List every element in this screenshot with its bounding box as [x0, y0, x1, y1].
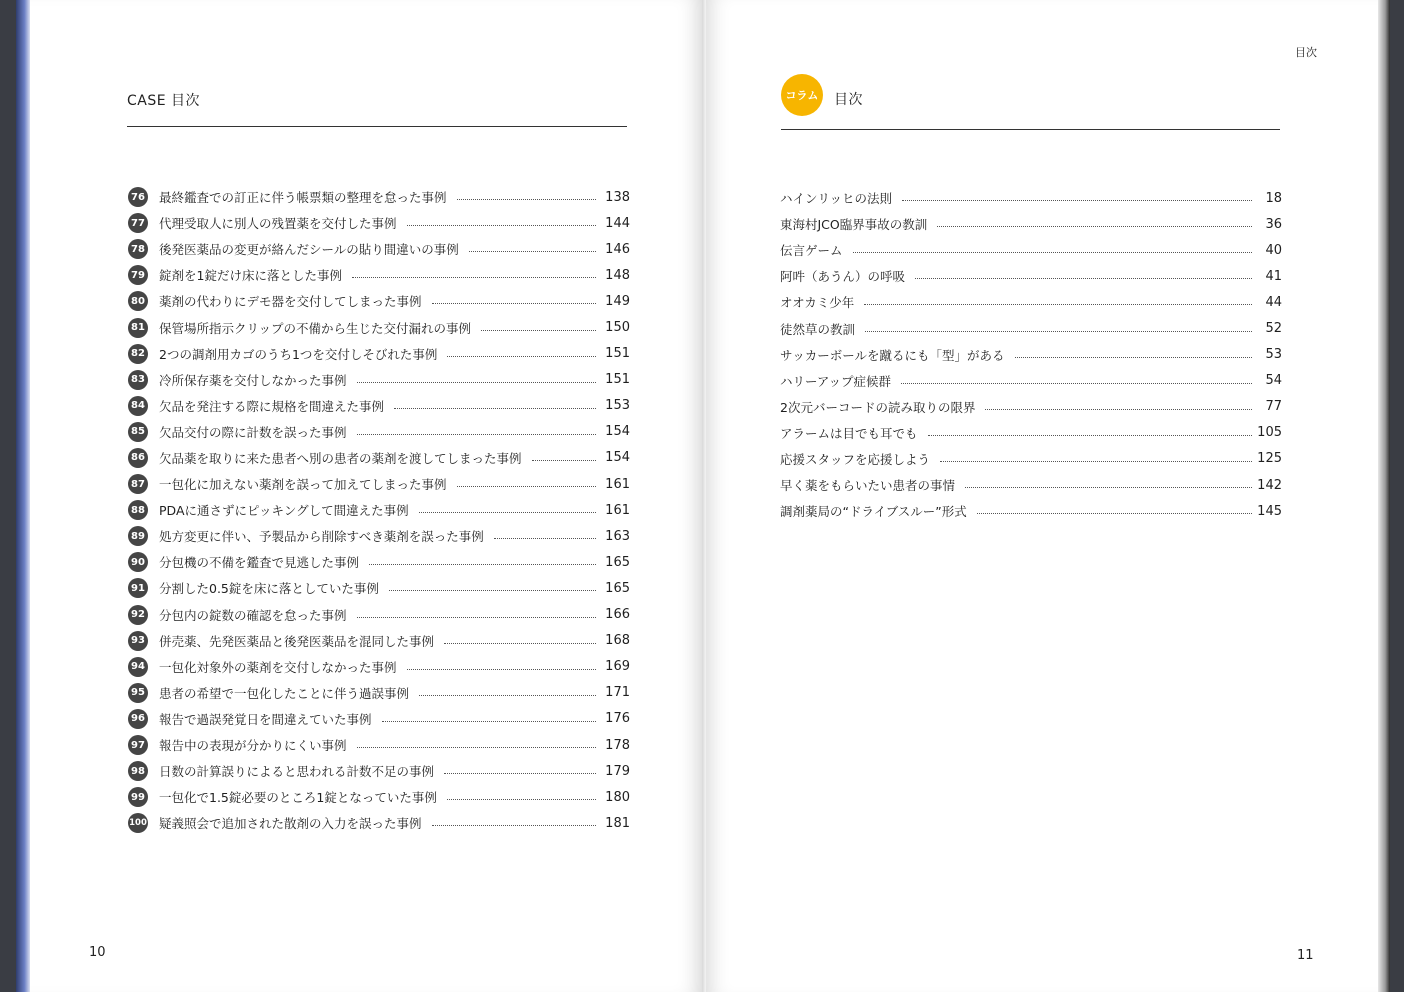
entry-title: 報告で過誤発覚日を間違えていた事例	[159, 711, 372, 727]
entry-title: アラームは目でも耳でも	[780, 425, 918, 441]
dot-leader	[382, 720, 596, 722]
entry-page-number: 168	[605, 633, 630, 649]
entry-title: サッカーボールを蹴るにも「型」がある	[780, 347, 1005, 363]
entry-title: 代理受取人に別人の残置薬を交付した事例	[159, 216, 397, 232]
entry-title: 疑義照会で追加された散剤の入力を誤った事例	[159, 816, 422, 832]
entry-page-number: 40	[1265, 242, 1282, 258]
toc-entry	[128, 654, 630, 680]
toc-entry	[128, 393, 630, 419]
case-number-badge: 86	[128, 448, 148, 468]
toc-entry	[128, 471, 630, 497]
entry-page-number: 163	[605, 528, 630, 544]
entry-page-number: 144	[605, 215, 630, 231]
entry-page-number: 151	[605, 372, 630, 388]
left-page	[30, 0, 702, 992]
entry-page-number: 180	[605, 789, 630, 805]
entry-title: 欠品薬を取りに来た患者へ別の患者の薬剤を渡してしまった事例	[159, 450, 522, 466]
case-number-badge: 94	[128, 657, 148, 677]
dot-leader	[985, 408, 1252, 410]
dot-leader	[457, 485, 596, 487]
entry-page-number: 142	[1257, 477, 1282, 493]
dot-leader	[357, 381, 596, 383]
dot-leader	[432, 302, 596, 304]
entry-title: 錠剤を1錠だけ床に落とした事例	[159, 268, 342, 284]
dot-leader	[419, 511, 596, 513]
case-number-badge: 78	[128, 239, 148, 259]
entry-page-number: 151	[605, 346, 630, 362]
entry-page-number: 161	[605, 502, 630, 518]
case-number-badge: 87	[128, 474, 148, 494]
toc-entry	[780, 368, 1282, 394]
dot-leader	[357, 433, 596, 435]
entry-title: PDAに通さずにピッキングして間違えた事例	[159, 503, 409, 519]
dot-leader	[447, 355, 596, 357]
entry-title: 阿吽（あうん）の呼吸	[780, 269, 906, 285]
entry-title: 調剤薬局の“ドライブスルー”形式	[780, 504, 967, 520]
toc-entry	[128, 288, 630, 314]
case-number-badge: 99	[128, 787, 148, 807]
page-number-left: 10	[89, 945, 106, 960]
toc-entry	[780, 289, 1282, 315]
entry-title: 早く薬をもらいたい患者の事情	[780, 478, 956, 494]
toc-entry	[128, 367, 630, 393]
toc-entry	[780, 420, 1282, 446]
case-number-badge: 80	[128, 291, 148, 311]
heading-rule	[127, 126, 627, 127]
entry-page-number: 149	[605, 293, 630, 309]
entry-page-number: 41	[1265, 268, 1282, 284]
dot-leader	[389, 589, 596, 591]
dot-leader	[457, 198, 596, 200]
dot-leader	[352, 276, 596, 278]
entry-title: 日数の計算誤りによると思われる計数不足の事例	[159, 764, 435, 780]
case-number-badge: 88	[128, 500, 148, 520]
toc-entry	[128, 810, 630, 836]
dot-leader	[447, 798, 596, 800]
case-number-badge: 84	[128, 396, 148, 416]
toc-entry	[780, 237, 1282, 263]
entry-page-number: 150	[605, 320, 630, 336]
dot-leader	[407, 224, 596, 226]
entry-title: 2つの調剤用カゴのうち1つを交付しそびれた事例	[159, 346, 438, 362]
entry-title: 伝言ゲーム	[780, 243, 843, 259]
case-number-badge: 77	[128, 213, 148, 233]
entry-page-number: 148	[605, 267, 630, 283]
toc-entry	[128, 732, 630, 758]
dot-leader	[940, 460, 1252, 462]
entry-page-number: 154	[605, 424, 630, 440]
entry-page-number: 18	[1265, 190, 1282, 206]
entry-page-number: 176	[605, 711, 630, 727]
entry-title: 後発医薬品の変更が絡んだシールの貼り間違いの事例	[159, 242, 459, 258]
toc-entry	[128, 184, 630, 210]
case-number-badge: 83	[128, 370, 148, 390]
entry-page-number: 77	[1265, 399, 1282, 415]
case-number-badge: 76	[128, 187, 148, 207]
dot-leader	[419, 694, 596, 696]
dot-leader	[864, 303, 1252, 305]
entry-page-number: 178	[605, 737, 630, 753]
entry-title: オオカミ少年	[780, 295, 855, 311]
entry-page-number: 154	[605, 450, 630, 466]
entry-title: 欠品を発注する際に規格を間違えた事例	[159, 398, 385, 414]
toc-entry	[780, 472, 1282, 498]
dot-leader	[532, 459, 596, 461]
toc-entry	[128, 784, 630, 810]
toc-entry	[780, 263, 1282, 289]
toc-entry	[128, 341, 630, 367]
entry-page-number: 145	[1257, 503, 1282, 519]
running-head: 目次	[1295, 46, 1317, 59]
toc-entry	[128, 236, 630, 262]
dot-leader	[432, 824, 596, 826]
dot-leader	[469, 250, 596, 252]
entry-title: 分包機の不備を鑑査で見逃した事例	[159, 555, 360, 571]
entry-page-number: 179	[605, 763, 630, 779]
toc-entry	[780, 446, 1282, 472]
dot-leader	[928, 434, 1252, 436]
entry-title: ハリーアップ症候群	[780, 373, 892, 389]
toc-entry	[780, 498, 1282, 524]
dot-leader	[481, 329, 596, 331]
toc-entry	[780, 342, 1282, 368]
toc-entry	[128, 314, 630, 340]
dot-leader	[902, 199, 1252, 201]
case-number-badge: 89	[128, 526, 148, 546]
dot-leader	[369, 563, 596, 565]
page-number-right: 11	[1297, 948, 1314, 963]
toc-entry	[128, 758, 630, 784]
case-number-badge: 97	[128, 735, 148, 755]
case-number-badge: 81	[128, 318, 148, 338]
dot-leader	[853, 251, 1252, 253]
case-toc-list	[128, 184, 630, 836]
dot-leader	[865, 330, 1252, 332]
toc-entry	[780, 211, 1282, 237]
case-number-badge: 85	[128, 422, 148, 442]
dot-leader	[915, 277, 1252, 279]
entry-title: 応援スタッフを応援しよう	[780, 451, 931, 467]
case-number-badge: 96	[128, 709, 148, 729]
entry-title: 2次元バーコードの読み取りの限界	[780, 399, 976, 415]
toc-entry	[128, 262, 630, 288]
entry-title: 一包化で1.5錠必要のところ1錠となっていた事例	[159, 790, 437, 806]
case-number-badge: 98	[128, 761, 148, 781]
entry-title: 徒然草の教訓	[780, 321, 856, 337]
entry-page-number: 53	[1265, 347, 1282, 363]
toc-entry	[128, 628, 630, 654]
entry-title: 欠品交付の際に計数を誤った事例	[159, 424, 347, 440]
entry-title: 薬剤の代わりにデモ器を交付してしまった事例	[159, 294, 422, 310]
entry-title: 最終鑑査での訂正に伴う帳票類の整理を怠った事例	[159, 190, 447, 206]
entry-page-number: 169	[605, 659, 630, 675]
entry-title: 処方変更に伴い、予製品から削除すべき薬剤を誤った事例	[159, 529, 484, 545]
toc-entry	[128, 523, 630, 549]
entry-title: ハインリッヒの法則	[780, 191, 893, 207]
toc-entry	[128, 210, 630, 236]
entry-page-number: 54	[1265, 373, 1282, 389]
entry-page-number: 125	[1257, 451, 1282, 467]
column-toc-heading: 目次	[834, 92, 863, 108]
dot-leader	[407, 668, 596, 670]
toc-entry	[780, 394, 1282, 420]
toc-entry	[128, 549, 630, 575]
case-number-badge: 91	[128, 578, 148, 598]
entry-page-number: 181	[605, 815, 630, 831]
case-number-badge: 100	[128, 813, 148, 833]
entry-page-number: 36	[1265, 216, 1282, 232]
toc-entry	[128, 602, 630, 628]
dot-leader	[357, 616, 596, 618]
case-number-badge: 93	[128, 631, 148, 651]
dot-leader	[965, 486, 1252, 488]
toc-entry	[780, 185, 1282, 211]
dot-leader	[977, 512, 1252, 514]
entry-title: 一包化に加えない薬剤を誤って加えてしまった事例	[159, 477, 447, 493]
dot-leader	[444, 642, 596, 644]
dot-leader	[901, 382, 1252, 384]
toc-entry	[128, 680, 630, 706]
entry-title: 分包内の錠数の確認を怠った事例	[159, 607, 347, 623]
entry-page-number: 138	[605, 189, 630, 205]
entry-page-number: 52	[1265, 321, 1282, 337]
toc-entry	[128, 575, 630, 601]
entry-title: 一包化対象外の薬剤を交付しなかった事例	[159, 659, 397, 675]
case-number-badge: 79	[128, 265, 148, 285]
column-badge: コラム	[781, 74, 823, 116]
entry-page-number: 146	[605, 241, 630, 257]
toc-entry	[128, 445, 630, 471]
entry-page-number: 44	[1265, 294, 1282, 310]
case-number-badge: 95	[128, 683, 148, 703]
entry-page-number: 165	[605, 580, 630, 596]
entry-title: 冷所保存薬を交付しなかった事例	[159, 372, 347, 388]
entry-page-number: 166	[605, 607, 630, 623]
entry-title: 患者の希望で一包化したことに伴う過誤事例	[159, 685, 410, 701]
entry-title: 東海村JCO臨界事故の教訓	[780, 217, 928, 233]
dot-leader	[357, 746, 596, 748]
case-number-badge: 82	[128, 344, 148, 364]
right-page	[706, 0, 1378, 992]
entry-title: 併売薬、先発医薬品と後発医薬品を混同した事例	[159, 633, 435, 649]
toc-entry	[780, 315, 1282, 341]
case-number-badge: 92	[128, 605, 148, 625]
entry-title: 分割した0.5錠を床に落としていた事例	[159, 581, 379, 597]
toc-entry	[128, 497, 630, 523]
entry-page-number: 165	[605, 554, 630, 570]
column-toc-list	[780, 185, 1282, 524]
entry-page-number: 161	[605, 476, 630, 492]
dot-leader	[444, 772, 596, 774]
toc-entry	[128, 706, 630, 732]
dot-leader	[937, 225, 1252, 227]
entry-page-number: 171	[605, 685, 630, 701]
entry-page-number: 105	[1257, 425, 1282, 441]
dot-leader	[494, 537, 596, 539]
toc-entry	[128, 419, 630, 445]
entry-page-number: 153	[605, 398, 630, 414]
heading-rule-right	[781, 129, 1280, 130]
case-number-badge: 90	[128, 552, 148, 572]
entry-title: 報告中の表現が分かりにくい事例	[159, 738, 347, 754]
dot-leader	[1015, 356, 1252, 358]
dot-leader	[394, 407, 596, 409]
case-toc-heading: CASE 目次	[127, 93, 201, 109]
entry-title: 保管場所指示クリップの不備から生じた交付漏れの事例	[159, 320, 472, 336]
